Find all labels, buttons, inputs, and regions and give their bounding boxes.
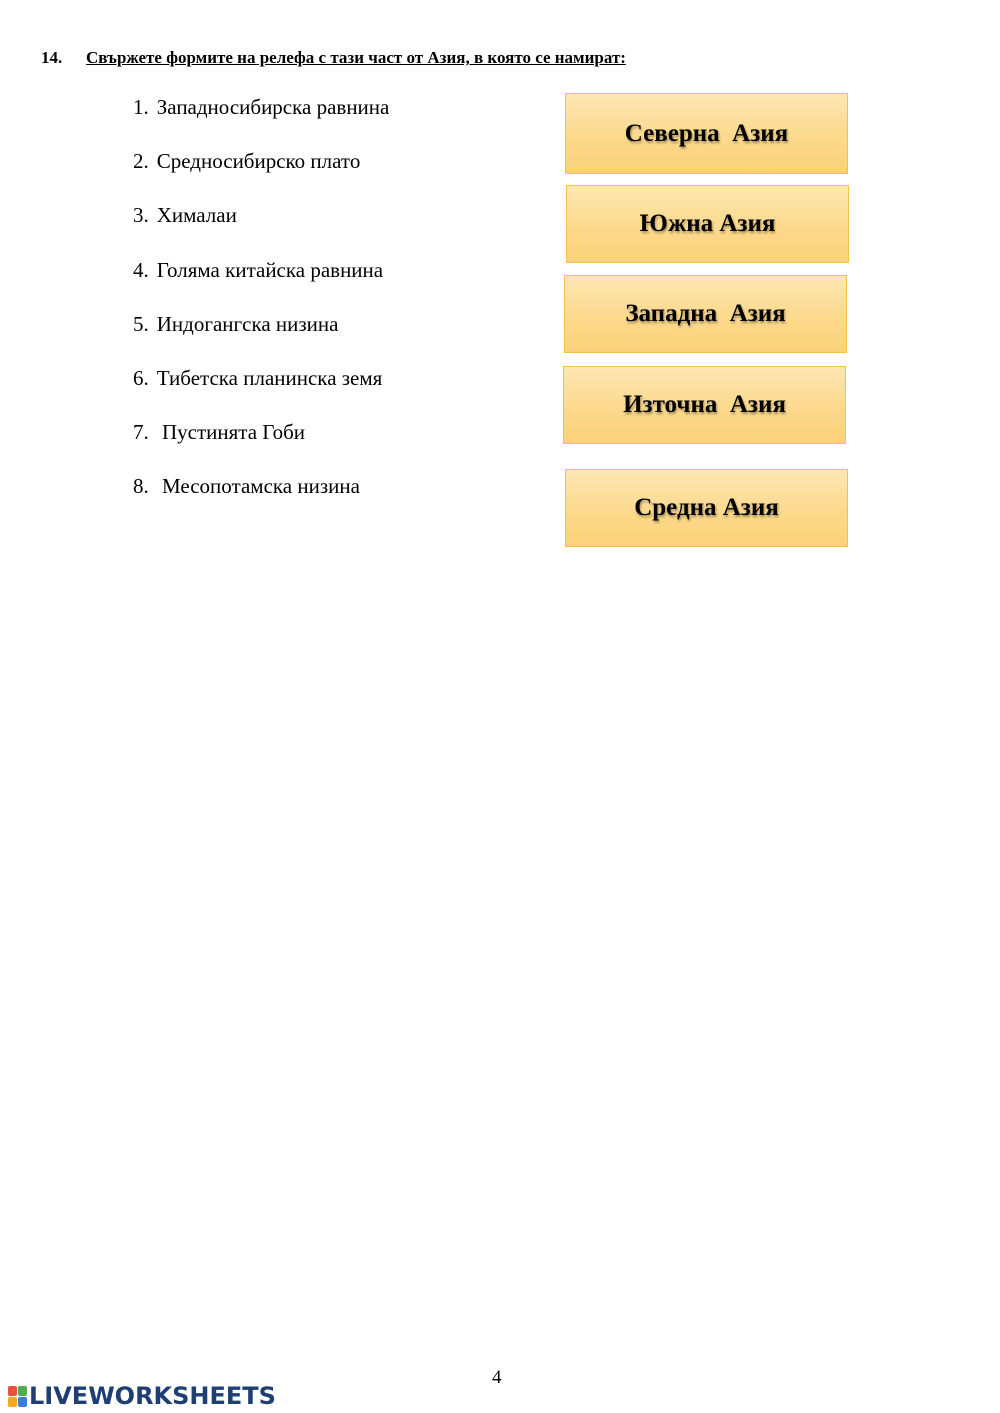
liveworksheets-brand [8,1382,276,1410]
item-label: Месопотамска низина [156,474,360,498]
list-item [133,202,237,228]
list-item [133,94,389,120]
list-item [133,311,338,337]
item-number: 2. [133,149,149,173]
region-south-asia[interactable]: Южна Азия [566,185,849,263]
brand-name: LIVEWORKSHEETS [29,1382,276,1410]
item-number: 5. [133,312,149,336]
list-item [133,365,382,391]
item-label: Средносибирско плато [156,149,361,173]
item-number: 1. [133,95,149,119]
item-number: 4. [133,258,149,282]
list-item [133,419,305,445]
item-label: Индогангска низина [156,312,339,336]
liveworksheets-logo-icon [8,1386,27,1407]
item-label: Тибетска планинска земя [156,366,383,390]
list-item [133,148,360,174]
item-number: 6. [133,366,149,390]
question-number: 14. [41,48,63,67]
item-number: 3. [133,203,149,227]
logo-square [8,1397,17,1407]
logo-square [8,1386,17,1396]
question-heading [41,48,626,68]
item-number: 8. [133,474,149,498]
question-text: Свържете формите на релефа с тази част от Азия, в която се намират: [86,48,626,67]
list-item [133,473,360,499]
region-east-asia[interactable]: Източна Азия [563,366,846,444]
logo-square [18,1386,27,1396]
page-number: 4 [492,1367,502,1388]
logo-square [18,1397,27,1407]
item-number: 7. [133,420,149,444]
list-item [133,257,383,283]
item-label: Западносибирска равнина [156,95,390,119]
region-north-asia[interactable]: Северна Азия [565,93,848,174]
region-central-asia[interactable]: Средна Азия [565,469,848,547]
item-label: Голяма китайска равнина [156,258,384,282]
region-west-asia[interactable]: Западна Азия [564,275,847,353]
item-label: Пустинята Гоби [156,420,306,444]
item-label: Хималаи [156,203,237,227]
